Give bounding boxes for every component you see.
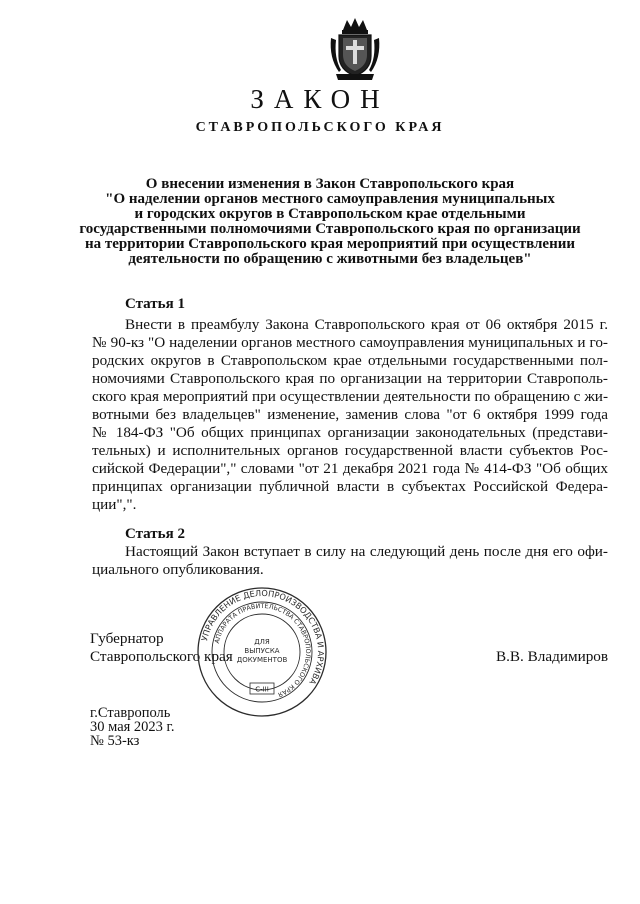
document-subtitle: СТАВРОПОЛЬСКОГО КРАЯ [195,120,445,135]
article-2-line: циального опубликования. [92,561,264,578]
article-1-line: ции",". [92,496,137,513]
heading-line: "О наделении органов местного самоуправления муниципальных [105,191,555,207]
place-date-number [90,706,175,748]
article-1-line: № 90-кз "О наделении органов местного самоуправления муниципальных и го- [92,334,608,351]
article-2-text [92,543,608,579]
place-city: г.Ставрополь [90,705,171,721]
heading-line: государственными полномочиями Ставропольского края по организации [79,221,581,237]
law-heading [60,177,600,267]
article-1-line: вотными без владельцев" изменение, заменив слова "от 6 октября 1999 года [92,406,608,423]
law-date: 30 мая 2023 г. [90,719,175,735]
stamp-number: С-III [255,685,269,694]
law-number: № 53-кз [90,733,140,749]
article-1-line: ского края мероприятий при осуществлении деятельности по обращению с жи- [92,388,608,405]
article-1-line: сийской Федерации"," словами "от 21 декабря 2021 года № 414-ФЗ "Об общих [92,460,608,477]
heading-line: на территории Ставропольского края мероприятий при осуществлении [85,236,575,252]
signer-name: В.В. Владимиров [496,648,609,665]
heading-line: О внесении изменения в Закон Ставропольского края [145,176,515,192]
position-line: Губернатор [90,630,164,647]
article-2-title: Статья 2 [125,526,185,542]
article-1-line: принципах организации публичной власти в субъектах Российской Федера- [92,478,608,495]
article-1-line: Внести в преамбулу Закона Ставропольского края от 06 октября 2015 г. [125,316,608,333]
stamp-inner-text: АППАРАТА ПРАВИТЕЛЬСТВА СТАВРОПОЛЬСКОГО КРАЯ [212,601,313,699]
article-1-line: номочиями Ставропольского края по организации на территории Ставрополь- [92,370,608,387]
stamp-outer-text: УПРАВЛЕНИЕ ДЕЛОПРОИЗВОДСТВА И АРХИВА [199,587,327,687]
article-1-line: родских округов в Ставропольском крае отдельными государственными пол- [92,352,608,369]
document-title: ЗАКОН [250,84,390,114]
article-1-title: Статья 1 [125,296,185,312]
heading-line: и городских округов в Ставропольском крае отдельными [134,206,526,222]
official-stamp [196,586,328,718]
position-line: Ставропольского края [90,648,233,665]
coat-of-arms-icon [328,16,382,82]
stamp-center-line: ВЫПУСКА [244,647,280,655]
article-1-line: № 184-ФЗ "Об общих принципах организации законодательных (представи- [92,424,608,441]
heading-line: деятельности по обращению с животными без владельцев" [128,251,532,267]
article-1-line: тельных) и исполнительных органов государственной власти субъектов Рос- [92,442,608,459]
article-2-line: Настоящий Закон вступает в силу на следующий день после дня его офи- [125,543,608,560]
article-1-text [92,316,608,514]
stamp-center-line: ДЛЯ [254,638,270,646]
stamp-center-line: ДОКУМЕНТОВ [236,656,288,664]
